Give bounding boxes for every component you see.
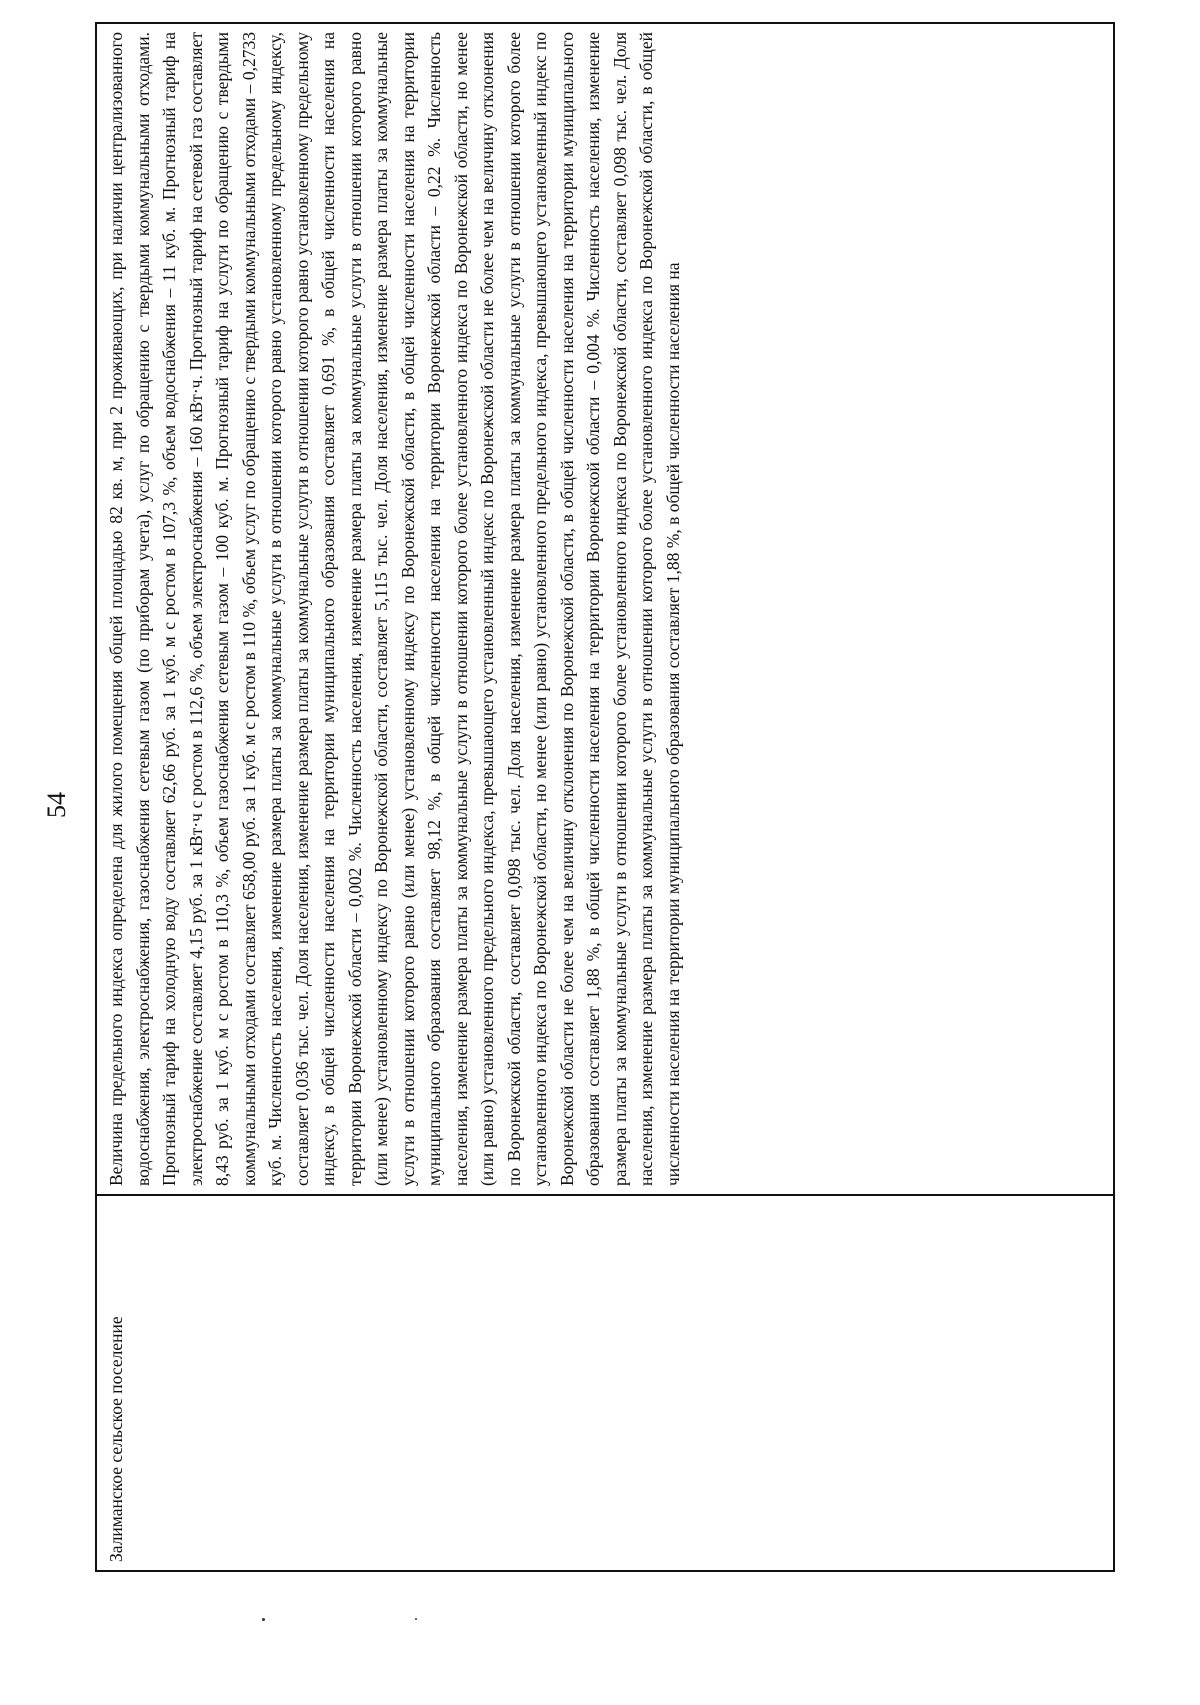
- index-table: [95, 22, 1115, 1572]
- page-number: 54: [42, 792, 71, 818]
- index-description-cell: Величина предельного индекса определена для жилого помещения общей площадью 82 кв. м, при 2 проживающих, при наличии централизованного водоснабжения, электроснабжения, газоснабжения сетевым газом (по приборам учета), услуг по обращению с твердыми коммунальными отходами. Прогнозный тариф на холодную воду составляет 62,66 руб. за 1 куб. м с ростом в 107,3 %, объем водоснабжения – 11 куб. м. Прогнозный тариф на электроснабжение составляет 4,15 руб. за 1 кВт·ч с ростом в 112,6 %, объем электроснабжения – 160 кВт·ч. Прогнозный тариф на сетевой газ составляет 8,43 руб. за 1 куб. м с ростом в 110,3 %, объем газоснабжения сетевым газом – 100 куб. м. Прогнозный тариф на услуги по обращению с твердыми коммунальными отходами составляет 658,00 руб. за 1 куб. м с ростом в 110 %, объем услуг по обращению с твердыми коммунальными отходами – 0,2733 куб. м. Численность населения, изменение размера платы за коммунальные услуги в отношении которого равно установленному предельному индексу, составляет 0,036 тыс. чел. Доля населения, изменение размера платы за коммунальные услуги в отношении которого равно установленному предельному индексу, в общей численности населения на территории муниципального образования составляет 0,691 %, в общей численности населения на территории Воронежской области – 0,002 %. Численность населения, изменение размера платы за коммунальные услуги в отношении которого равно (или менее) установленному индексу по Воронежской области, составляет 5,115 тыс. чел. Доля населения, изменение размера платы за коммунальные услуги в отношении которого равно (или менее) установленному индексу по Воронежской области, в общей численности населения на территории муниципального образования составляет 98,12 %, в общей численности населения на территории Воронежской области – 0,22 %. Численность населения, изменение размера платы за коммунальные услуги в отношении которого более установленного индекса по Воронежской области, но менее (или равно) установленного предельного индекса, превышающего установленный индекс по Воронежской области не более чем на величину отклонения по Воронежской области, составляет 0,098 тыс. чел. Доля населения, изменение размера платы за коммунальные услуги в отношении которого более установленного индекса по Воронежской области, но менее (или равно) установленного предельного индекса, превышающего установленный индекс по Воронежской области не более чем на величину отклонения по Воронежской области, в общей численности населения на территории муниципального образования составляет 1,88 %, в общей численности населения на территории Воронежской области – 0,004 %. Численность населения, изменение размера платы за коммунальные услуги в отношении которого более установленного индекса по Воронежской области, составляет 0,098 тыс. чел. Доля населения, изменение размера платы за коммунальные услуги в отношении которого более установленного индекса по Воронежской области, в общей численности населения на территории муниципального образования составляет 1,88 %, в общей численности населения на: [106, 32, 683, 1186]
- scan-speck: [415, 1618, 417, 1620]
- settlement-name-cell: Залиманское сельское поселение: [97, 1194, 1113, 1570]
- scan-speck: [262, 1618, 265, 1621]
